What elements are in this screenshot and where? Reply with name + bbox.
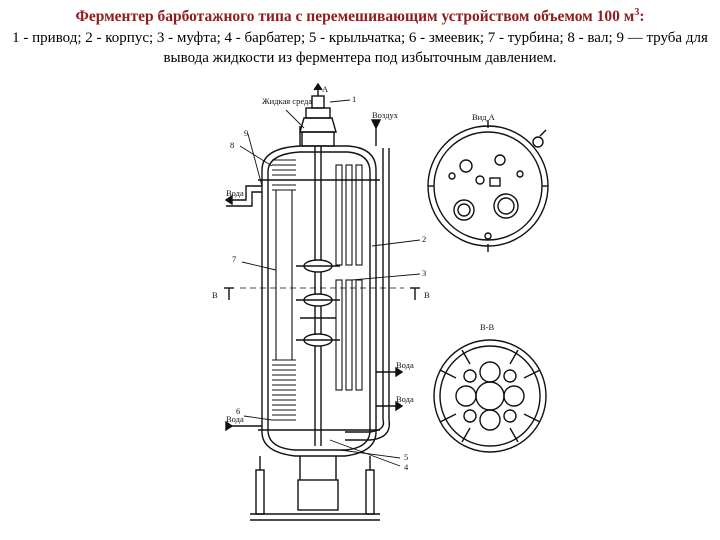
support-legs <box>250 456 380 520</box>
label-arrow-a: А <box>322 84 329 94</box>
callout-9: 9 <box>244 128 249 138</box>
drive-unit <box>300 84 336 146</box>
callout-1: 1 <box>352 94 357 104</box>
label-section-b-right: В <box>424 290 430 300</box>
view-a-plan <box>428 120 548 252</box>
callout-7: 7 <box>232 254 237 264</box>
vertical-tubes-right <box>336 165 362 390</box>
label-medium: Жидкая среда <box>262 96 313 106</box>
leader-lines <box>240 100 420 466</box>
coil-left <box>272 160 296 420</box>
figure-title-superscript: 3 <box>634 7 640 18</box>
label-water-out: Вода <box>226 188 244 198</box>
figure-title-end: : <box>639 8 645 26</box>
figure-legend-text: 1 - привод; 2 - корпус; 3 - муфта; 4 - барбатер; 5 - крыльчатка; 6 - змеевик; 7 - турбина; 8 - вал; 9 — труба для вывода жидкости из ферментера под избыточным давлением. <box>12 30 708 67</box>
label-water-right-2: Вода <box>396 394 414 404</box>
label-air: Воздух <box>372 110 398 120</box>
section-bb-plan <box>434 340 546 452</box>
turbines <box>296 260 340 346</box>
label-section-b-left: В <box>212 290 218 300</box>
label-section-bb: В-В <box>480 322 495 332</box>
callout-3: 3 <box>422 268 427 278</box>
label-water-right-1: Вода <box>396 360 414 370</box>
callout-5: 5 <box>404 452 409 462</box>
label-water-in: Вода <box>226 414 244 424</box>
callout-6: 6 <box>236 406 241 416</box>
callout-2: 2 <box>422 234 427 244</box>
figure-title-text: Ферментер барботажного типа с перемешивающим устройством объемом 100 м <box>75 8 635 26</box>
label-view-a: Вид А <box>472 112 495 122</box>
callout-8: 8 <box>230 140 235 150</box>
drawing-labels <box>212 84 496 472</box>
callout-4: 4 <box>404 462 409 472</box>
